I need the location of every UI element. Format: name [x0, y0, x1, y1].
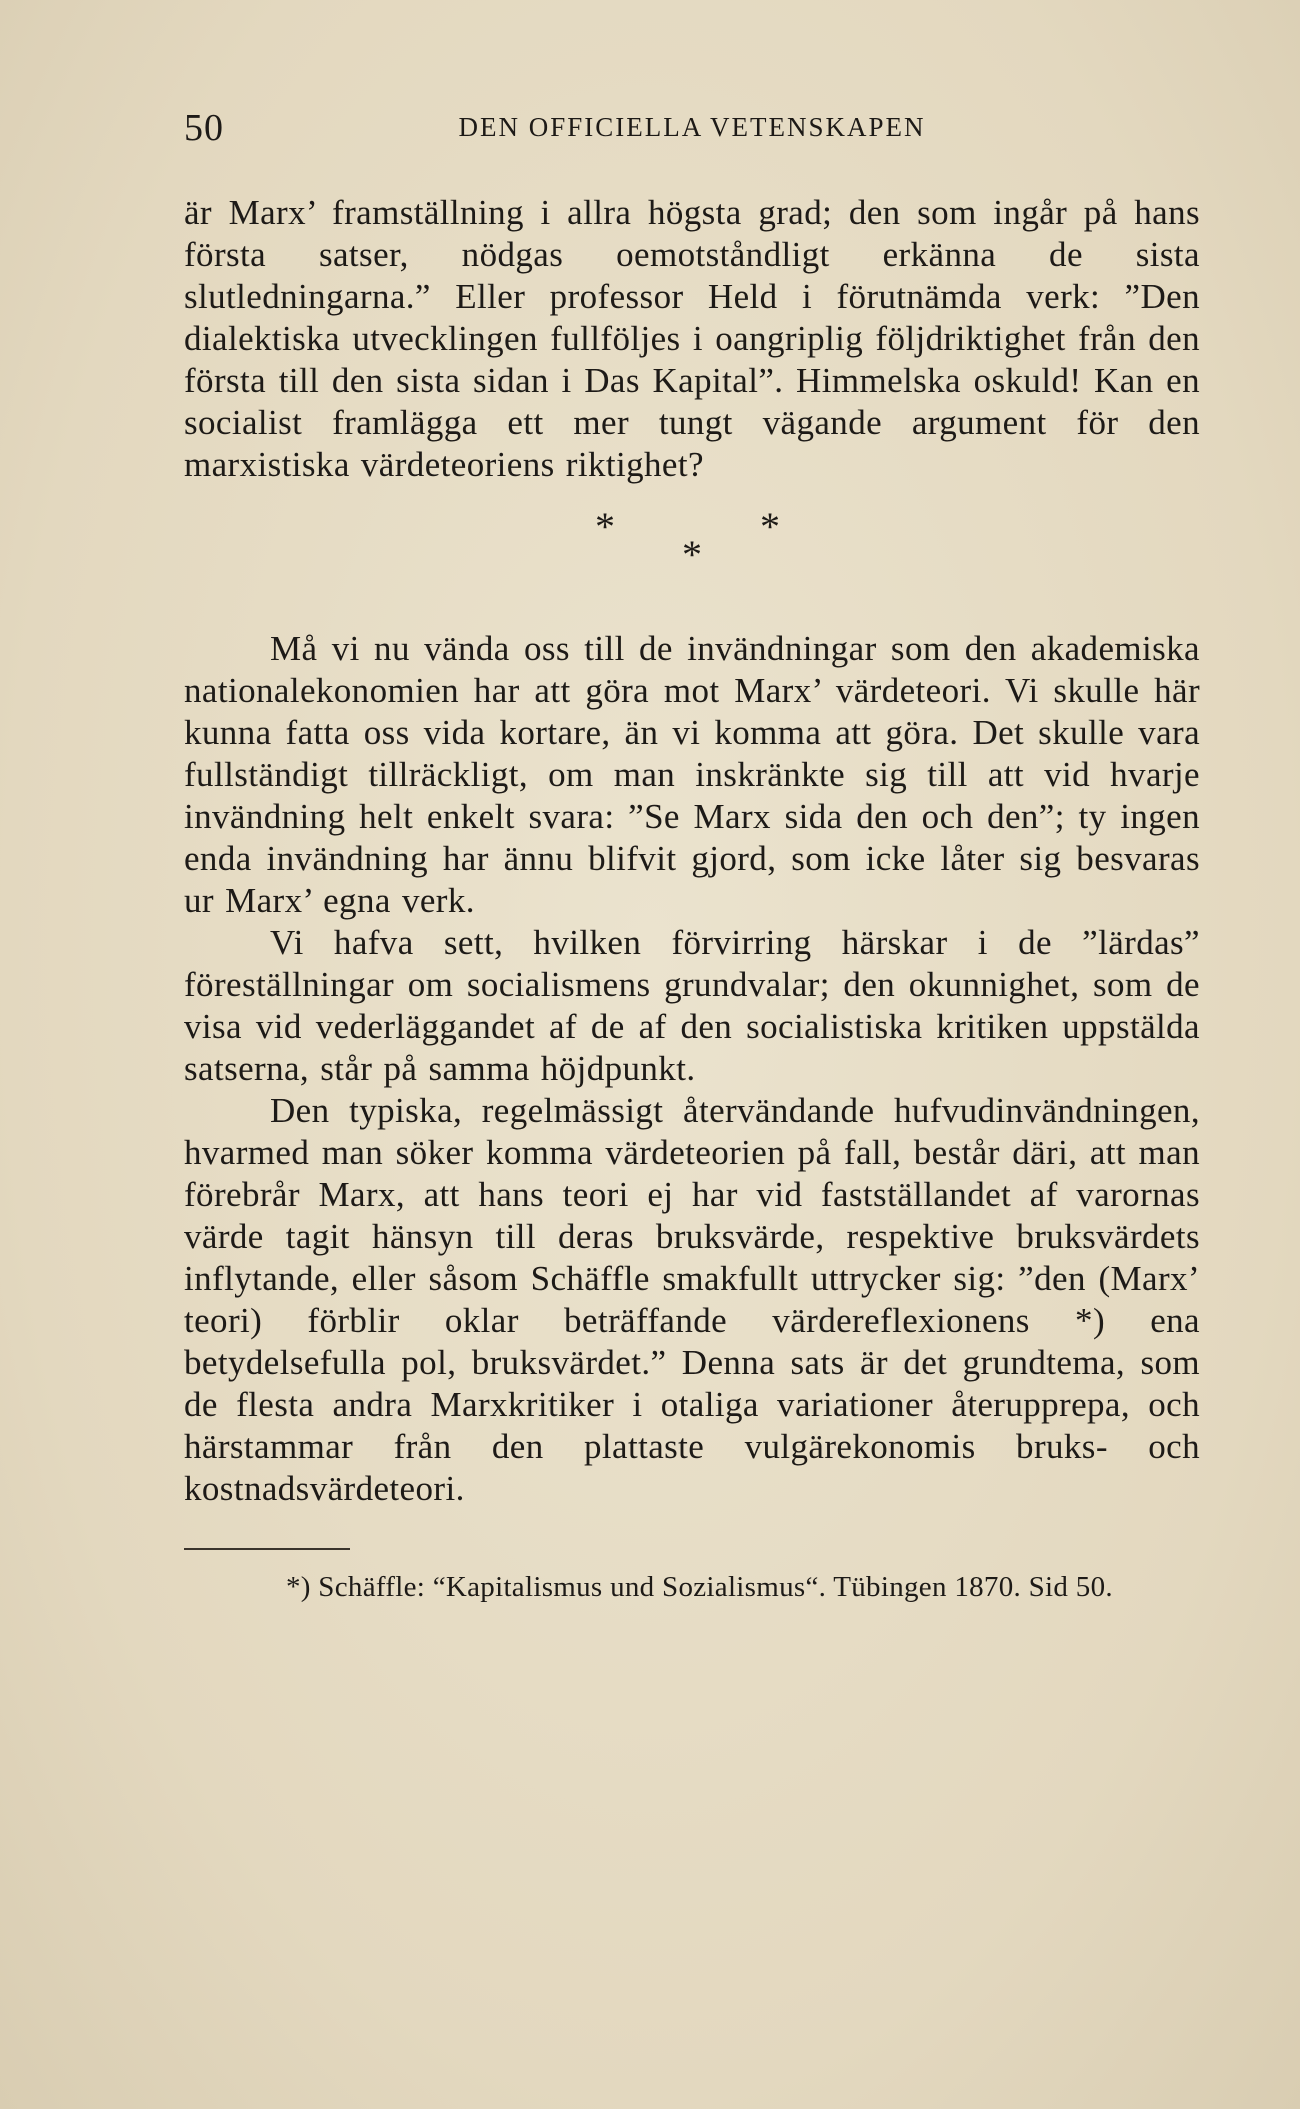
asterisk-bottom: *: [682, 532, 703, 577]
paragraph-4: Den typiska, regelmässigt återvändande hufvudinvändningen, hvarmed man söker komma värdeteorien på fall, består däri, att man förebrår Marx, att hans teori ej har vid fastställandet af varornas värde tagit hänsyn till deras bruksvärde, respektive bruksvärdets inflytande, eller såsom Schäffle smakfullt uttrycker sig: ”den (Marx’ teori) förblir oklar beträffande värdereflexionens *) ena betydelsefulla pol, bruksvärdet.” Denna sats är det grundtema, som de flesta andra Marxkritiker i otaliga variationer återupprepa, och härstammar från den plattaste vulgärekonomis bruks- och kostnadsvärdeteori.: [184, 1091, 1200, 1508]
asterisk-left: *: [595, 504, 616, 549]
running-head: [184, 100, 1200, 148]
footnote-divider: [184, 1548, 350, 1550]
section-break-asterism: [184, 486, 1200, 628]
running-title: DEN OFFICIELLA VETENSKAPEN: [458, 112, 926, 142]
body-text: [184, 192, 1200, 1510]
paragraph-3: Vi hafva sett, hvilken förvirring härskar i de ”lärdas” föreställningar om socialismens grundvalar; den okunnighet, som de visa vid vederläggandet af de af den socialistiska kritiken uppstälda satserna, står på samma höjdpunkt.: [184, 923, 1200, 1088]
paragraph-1: är Marx’ framställning i allra högsta grad; den som ingår på hans första satser, nödgas oemotståndligt erkänna de sista slutledningarna.” Eller professor Held i förutnämda verk: ”Den dialektiska utvecklingen fullföljes i oangriplig följdriktighet från den första till den sista sidan i Das Kapital”. Himmelska oskuld! Kan en socialist framlägga ett mer tungt vägande argument för den marxistiska värdeteoriens riktighet?: [184, 193, 1200, 484]
asterisk-right: *: [760, 504, 781, 549]
footnote: *) Schäffle: “Kapitalismus und Sozialismus“. Tübingen 1870. Sid 50.: [286, 1571, 1113, 1603]
page-number: 50: [184, 107, 224, 149]
paragraph-2: Må vi nu vända oss till de invändningar som den akademiska nationalekonomien har att göra mot Marx’ värdeteori. Vi skulle här kunna fatta oss vida kortare, än vi komma att göra. Det skulle vara fullständigt tillräckligt, om man inskränkte sig till att vid hvarje invändning helt enkelt svara: ”Se Marx sida den och den”; ty ingen enda invändning har ännu blifvit gjord, som icke låter sig besvaras ur Marx’ egna verk.: [184, 629, 1200, 920]
